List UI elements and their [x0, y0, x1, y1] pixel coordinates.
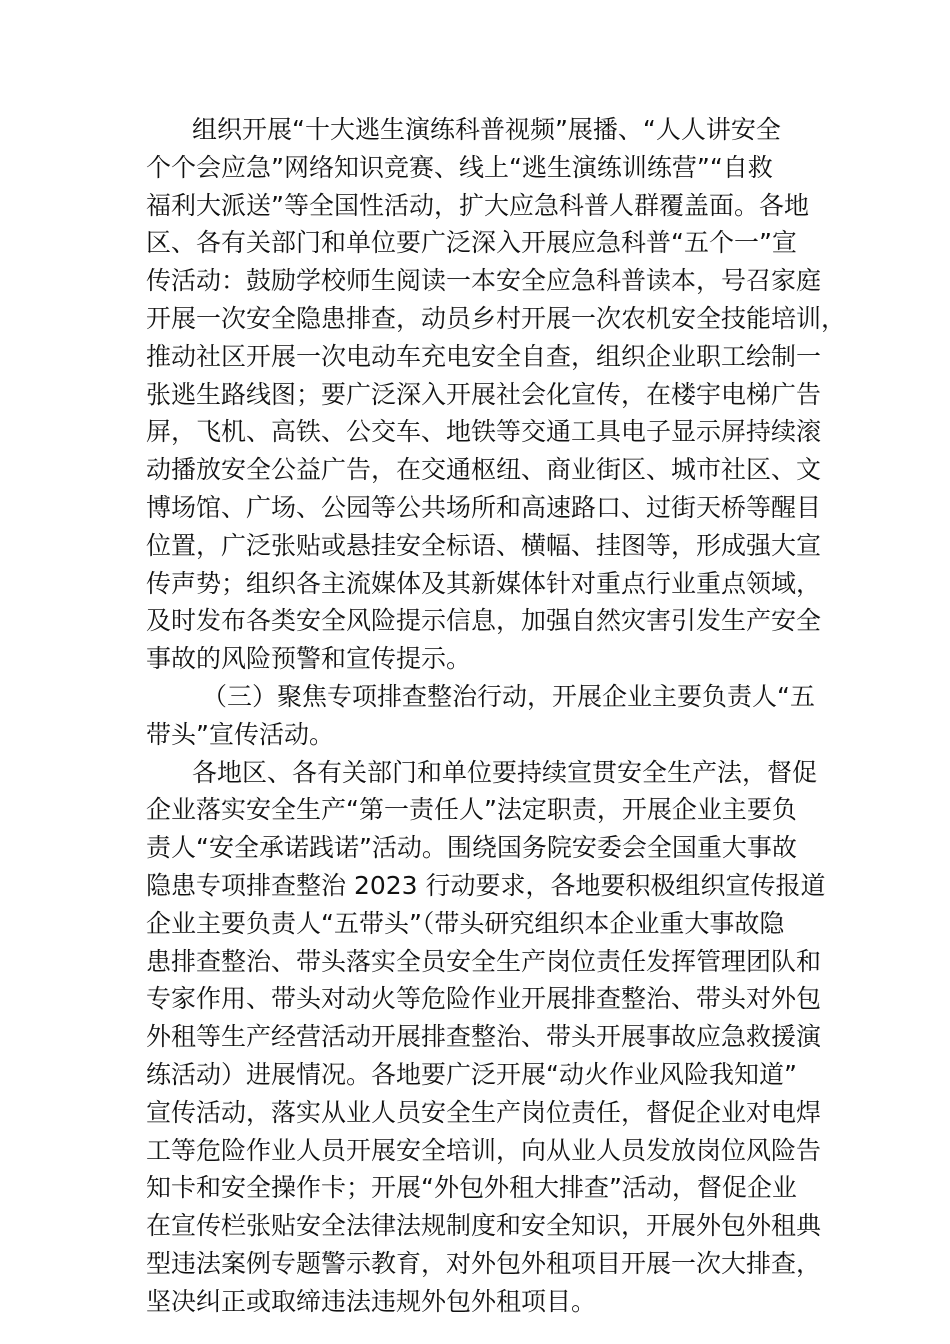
text-line: 宣传活动，落实从业人员安全生产岗位责任，督促企业对电焊 — [146, 1097, 822, 1127]
text-line: 事故的风险预警和宣传提示。 — [146, 644, 472, 674]
text-line: 型违法案例专题警示教育，对外包外租项目开展一次大排查， — [146, 1248, 822, 1278]
text-line: 动播放安全公益广告，在交通枢纽、商业街区、城市社区、文 — [146, 455, 822, 485]
text-line: 隐患专项排查整治 2023 行动要求，各地要积极组织宣传报道 — [146, 870, 826, 900]
text-line: 及时发布各类安全风险提示信息，加强自然灾害引发生产安全 — [146, 606, 822, 636]
text-line: 博场馆、广场、公园等公共场所和高速路口、过街天桥等醒目 — [146, 492, 822, 522]
text-line: 练活动）进展情况。各地要广泛开展“动火作业风险我知道” — [146, 1059, 797, 1089]
text-line: 传声势；组织各主流媒体及其新媒体针对重点行业重点领域， — [146, 568, 822, 598]
text-line: 个个会应急”网络知识竞赛、线上“逃生演练训练营”“自救 — [146, 152, 773, 182]
text-line: 知卡和安全操作卡；开展“外包外租大排查”活动，督促企业 — [146, 1173, 797, 1203]
heading-line: （三）聚焦专项排查整治行动，开展企业主要负责人“五 — [202, 681, 815, 711]
heading-line: 带头”宣传活动。 — [146, 719, 334, 749]
text-line: 坚决纠正或取缔违法违规外包外租项目。 — [146, 1286, 597, 1316]
text-line: 区、各有关部门和单位要广泛深入开展应急科普“五个一”宣 — [146, 228, 797, 258]
text-line: 患排查整治、带头落实全员安全生产岗位责任发挥管理团队和 — [146, 946, 822, 976]
text-line: 传活动：鼓励学校师生阅读一本安全应急科普读本，号召家庭 — [146, 266, 822, 296]
section-heading-3 — [146, 678, 815, 754]
text-line: 组织开展“十大逃生演练科普视频”展播、“人人讲安全 — [192, 115, 781, 144]
text-line: 工等危险作业人员开展安全培训，向从业人员发放岗位风险告 — [146, 1135, 822, 1165]
paragraph-five-leads — [146, 754, 826, 1321]
text-line: 位置，广泛张贴或悬挂安全标语、横幅、挂图等，形成强大宣 — [146, 530, 822, 560]
paragraph-activities — [146, 111, 847, 678]
document-body — [146, 111, 847, 1321]
text-line: 各地区、各有关部门和单位要持续宣贯安全生产法，督促 — [192, 757, 818, 787]
text-line: 屏，飞机、高铁、公交车、地铁等交通工具电子显示屏持续滚 — [146, 417, 822, 447]
text-line: 企业落实安全生产“第一责任人”法定职责，开展企业主要负 — [146, 795, 797, 825]
text-line: 福利大派送”等全国性活动，扩大应急科普人群覆盖面。各地 — [146, 190, 809, 220]
text-line: 开展一次安全隐患排查，动员乡村开展一次农机安全技能培训， — [146, 303, 847, 333]
text-line: 张逃生路线图；要广泛深入开展社会化宣传，在楼宇电梯广告 — [146, 379, 822, 409]
text-line: 推动社区开展一次电动车充电安全自查，组织企业职工绘制一 — [146, 341, 822, 371]
text-line: 专家作用、带头对动火等危险作业开展排查整治、带头对外包 — [146, 984, 822, 1014]
text-line: 责人“安全承诺践诺”活动。围绕国务院安委会全国重大事故 — [146, 833, 797, 863]
text-line: 外租等生产经营活动开展排查整治、带头开展事故应急救援演 — [146, 1022, 822, 1052]
text-line: 在宣传栏张贴安全法律法规制度和安全知识，开展外包外租典 — [146, 1211, 822, 1241]
text-line: 企业主要负责人“五带头”（带头研究组织本企业重大事故隐 — [146, 908, 785, 938]
